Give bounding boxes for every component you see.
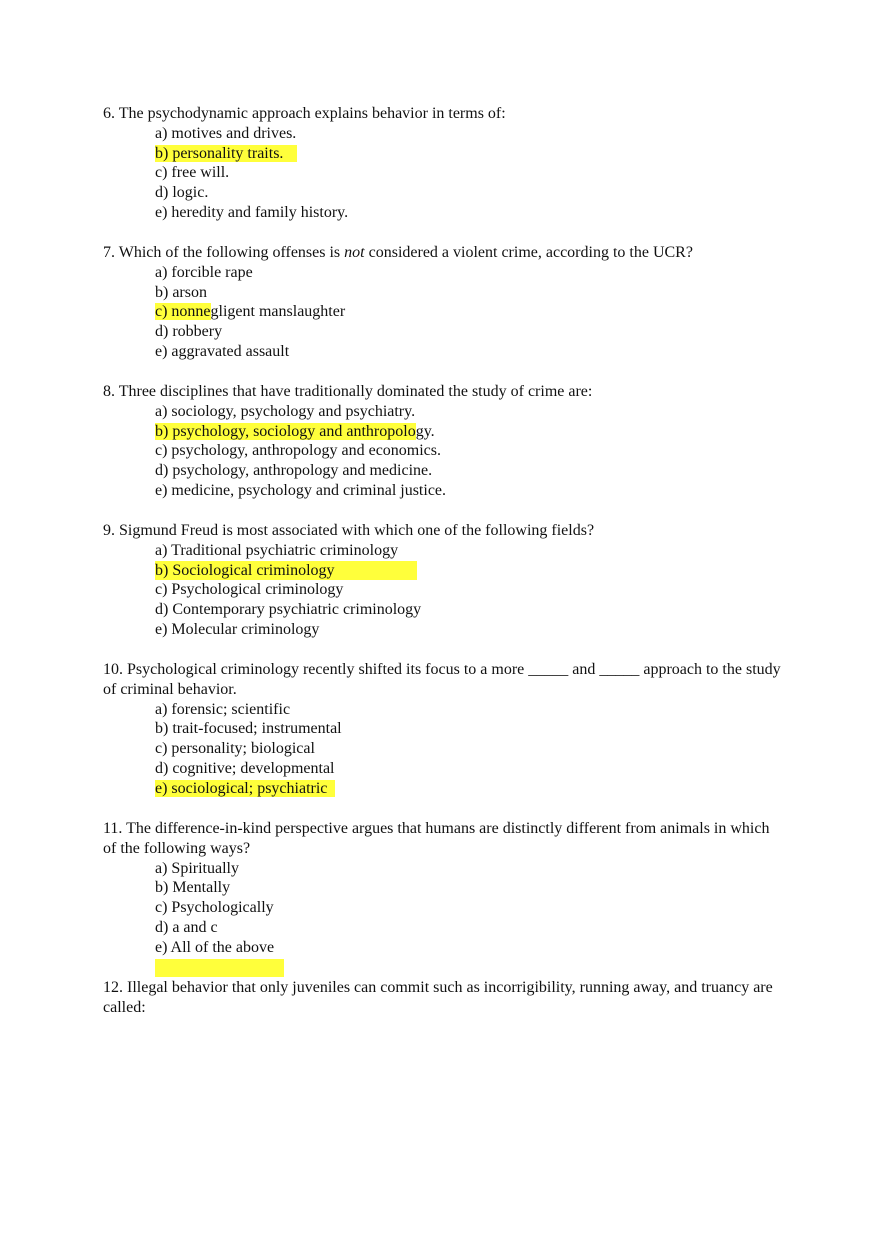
answer-option: e) All of the above (155, 938, 275, 956)
answer-option: e) aggravated assault (155, 342, 290, 360)
answer-option: b) arson (155, 283, 207, 301)
answer-option-highlighted (103, 302, 783, 322)
answer-option: e) Molecular criminology (155, 620, 320, 638)
stem-text: 7. Which of the following offenses is (103, 244, 345, 261)
highlight-mark: b) Sociological criminology (155, 561, 417, 581)
option-text-rest: gligent manslaughter (210, 303, 346, 321)
highlight-mark: b) psychology, sociology and anthropolo (155, 422, 416, 440)
highlight-mark: e) sociological; psychiatric (155, 780, 335, 797)
stem-emphasis: not (344, 244, 365, 261)
answer-option: d) robbery (155, 323, 223, 341)
answer-option: c) Psychological criminology (155, 581, 344, 599)
question-11 (103, 819, 783, 982)
answer-option: b) trait-focused; instrumental (155, 720, 342, 738)
answer-option-highlighted (103, 779, 783, 799)
answer-option: d) a and c (155, 918, 218, 936)
answer-option: a) sociology, psychology and psychiatry. (155, 402, 416, 420)
question-8 (103, 382, 783, 501)
answer-option: c) personality; biological (155, 740, 315, 758)
answer-option: c) free will. (155, 164, 230, 182)
highlight-mark: b) personality traits. (155, 145, 297, 162)
answer-option: d) psychology, anthropology and medicine. (155, 462, 433, 480)
answer-option: d) logic. (155, 184, 209, 202)
answer-option-highlighted (103, 144, 783, 164)
answer-option: b) Mentally (155, 879, 231, 897)
question-9 (103, 521, 783, 640)
highlight-mark: c) nonne (155, 303, 211, 321)
answer-option-highlighted (103, 561, 783, 581)
answer-option: d) Contemporary psychiatric criminology (155, 601, 422, 619)
question-stem: 9. Sigmund Freud is most associated with which one of the following fields? (103, 522, 595, 539)
question-7 (103, 243, 783, 362)
answer-option-highlighted (103, 422, 783, 442)
answer-option: a) Traditional psychiatric criminology (155, 541, 399, 559)
question-10 (103, 660, 783, 799)
answer-option: a) motives and drives. (155, 124, 297, 142)
question-6 (103, 104, 783, 223)
question-stem: 11. The difference-in-kind perspective argues that humans are distinctly different from animals in which of the following ways? (103, 820, 770, 857)
question-stem: 8. Three disciplines that have traditionally dominated the study of crime are: (103, 383, 593, 400)
answer-option: e) heredity and family history. (155, 203, 349, 221)
answer-option: e) medicine, psychology and criminal justice. (155, 481, 447, 499)
option-text-rest: gy. (415, 422, 435, 440)
answer-option: a) forcible rape (155, 263, 253, 281)
answer-option: c) Psychologically (155, 899, 274, 917)
stem-text: considered a violent crime, according to the UCR? (364, 244, 693, 261)
highlight-mark (155, 959, 284, 977)
question-stem: 10. Psychological criminology recently shifted its focus to a more _____ and _____ approach to the study of criminal behavior. (103, 661, 781, 698)
answer-option: a) Spiritually (155, 859, 239, 877)
question-12 (103, 978, 783, 1018)
question-stem (103, 243, 783, 263)
answer-option: d) cognitive; developmental (155, 759, 335, 777)
answer-option: a) forensic; scientific (155, 700, 291, 718)
question-stem: 12. Illegal behavior that only juveniles can commit such as incorrigibility, running away, and truancy are called: (103, 979, 773, 1016)
answer-option: c) psychology, anthropology and economics. (155, 442, 442, 460)
question-stem: 6. The psychodynamic approach explains behavior in terms of: (103, 105, 506, 122)
